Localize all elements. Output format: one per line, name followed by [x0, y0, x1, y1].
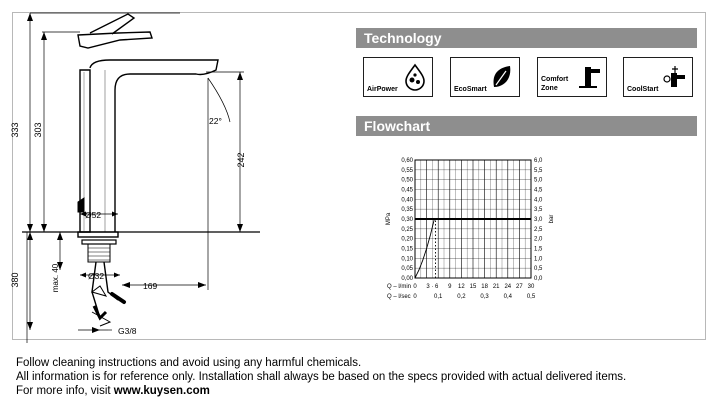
dim-380: 380	[10, 272, 20, 288]
y-axis-label-left: MPa	[386, 212, 392, 226]
x-tick-lpm: 12	[458, 284, 465, 290]
x-tick-lpm: 15	[469, 284, 477, 290]
coolstart-icon	[661, 63, 689, 91]
dim-242: 242	[236, 152, 246, 168]
y-tick-right: 2,0	[534, 236, 543, 243]
y-tick-left: 0,30	[401, 217, 413, 223]
y-tick-right: 3,5	[534, 207, 543, 214]
y-tick-right: 6,0	[534, 158, 543, 164]
y-tick-right: 0,0	[534, 276, 543, 282]
y-tick-left: 0,15	[401, 246, 413, 253]
x-tick-lps: 0,2	[457, 294, 466, 300]
y-tick-right: 1,0	[534, 256, 543, 263]
y-axis-label-right: bar	[549, 214, 555, 224]
x-tick-lps: 0,5	[526, 294, 536, 300]
footer-line-1: Follow cleaning instructions and avoid using any harmful chemicals.	[16, 357, 362, 369]
y-tick-left: 0,05	[401, 266, 413, 273]
y-tick-right: 5,5	[534, 167, 543, 174]
y-tick-right: 2,5	[534, 226, 543, 233]
y-tick-left: 0,55	[401, 167, 413, 174]
tech-card-ecosmart	[450, 57, 520, 97]
x-tick-lpm: 3 · 6	[426, 284, 439, 290]
x-row1-label: Q – l/min	[387, 284, 412, 290]
y-tick-right: 1,5	[534, 246, 543, 253]
y-tick-right: 3,0	[534, 217, 543, 223]
tech-card-label: AirPower	[367, 86, 398, 93]
dim-d32: Ø32	[88, 271, 105, 281]
y-tick-left: 0,40	[401, 197, 413, 204]
comfort-zone-icon	[575, 63, 603, 91]
leaf-icon	[488, 63, 516, 91]
flowchart-header: Flowchart	[356, 116, 697, 136]
x-tick-lps: 0	[413, 294, 417, 300]
dim-max40: max. 40	[51, 263, 60, 293]
dimension-lines	[27, 13, 244, 343]
x-tick-lpm: 21	[492, 284, 500, 290]
x-tick-lps: 0,3	[480, 294, 489, 300]
flowchart-chart	[386, 158, 555, 300]
y-tick-right: 4,5	[534, 187, 543, 194]
dim-169: 169	[143, 281, 158, 291]
y-tick-right: 4,0	[534, 197, 543, 204]
x-tick-lps: 0,4	[503, 294, 512, 300]
footer-line-3	[16, 384, 626, 398]
y-tick-left: 0,45	[401, 187, 413, 194]
tech-card-label: Comfort Zone	[541, 76, 569, 92]
tech-card-comfort-zone	[537, 57, 607, 97]
y-tick-left: 0,10	[401, 256, 413, 263]
footer-line-2: All information is for reference only. Installation shall always be based on the specs provided with actual delivered items.	[16, 371, 627, 383]
technology-header: Technology	[356, 28, 697, 48]
footer-notes	[16, 356, 626, 398]
tech-card-label: EcoSmart	[454, 86, 487, 93]
y-tick-left: 0,25	[401, 226, 413, 233]
y-tick-left: 0,20	[401, 236, 413, 243]
website-link[interactable]: www.kuysen.com	[113, 385, 210, 397]
y-tick-left: 0,50	[401, 177, 413, 184]
dim-333: 333	[10, 122, 20, 138]
y-tick-right: 0,5	[534, 266, 543, 273]
y-tick-left: 0,60	[401, 158, 413, 164]
x-tick-lpm: 0	[413, 284, 417, 290]
dim-d52: Ø52	[85, 210, 102, 220]
x-tick-lpm: 24	[504, 284, 512, 290]
footer-line-3-prefix: For more info, visit	[16, 385, 114, 397]
x-tick-lps: 0,1	[434, 294, 443, 300]
dim-angle: 22°	[209, 116, 222, 126]
y-tick-left: 0,35	[401, 207, 413, 214]
x-row2-label: Q – l/sec	[387, 294, 411, 300]
dim-303: 303	[33, 122, 43, 138]
x-tick-lpm: 9	[448, 284, 452, 290]
tech-card-airpower	[363, 57, 433, 97]
tech-card-coolstart	[623, 57, 693, 97]
x-tick-lpm: 30	[527, 284, 535, 290]
y-tick-left: 0,00	[401, 276, 413, 282]
tech-card-label: CoolStart	[627, 86, 659, 93]
x-tick-lpm: 27	[516, 284, 523, 290]
dim-g38: G3/8	[118, 326, 137, 336]
airpower-icon	[401, 63, 429, 91]
x-tick-lpm: 18	[481, 284, 488, 290]
y-tick-right: 5,0	[534, 177, 543, 184]
